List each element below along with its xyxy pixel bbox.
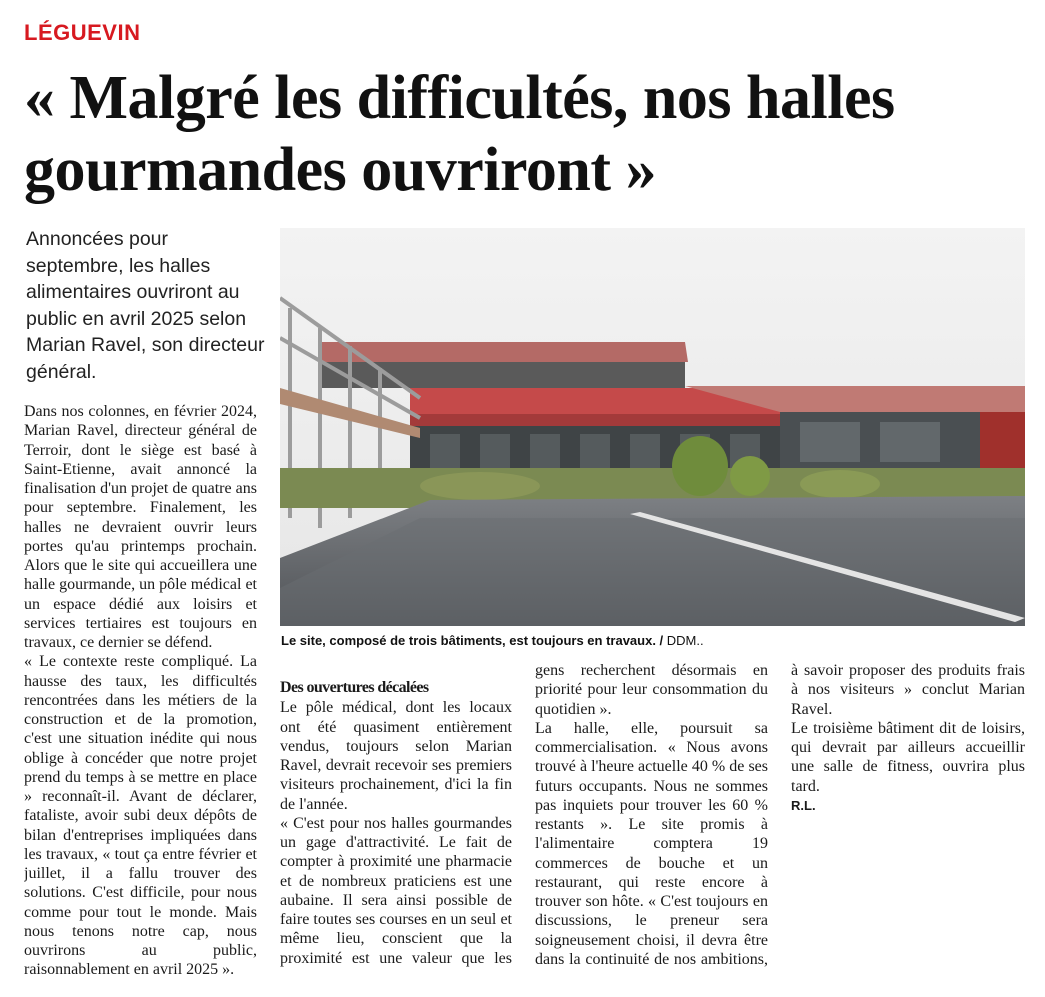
- article-paragraph: Dans nos colonnes, en février 2024, Marian Ravel, directeur général de Terroir, dont le siège est basé à Saint-Etienne, avait annoncé la finalisation d'un projet de quatre ans pour septembre. Finalement, les halles ne devraient ouvrir leurs portes qu'au printemps prochain. Alors que le site qui accueillera une halle gourmande, un pôle médical et un espace dédié aux loisirs et services tertiaires est toujours en travaux, ce dernier se défend.: [24, 403, 257, 651]
- article-paragraph: Le troisième bâtiment dit de loisirs, qui devrait par ailleurs accueillir une salle de fitness, ouvrira plus tard.: [791, 719, 1025, 795]
- construction-site-illustration: [280, 228, 1025, 626]
- article-paragraph: à savoir proposer des produits frais à nos visiteurs » conclut Marian Ravel.: [791, 662, 1025, 718]
- article-subhead: Des ouvertures décalées: [280, 679, 429, 696]
- article-paragraph: « Le contexte reste compliqué. La hausse des taux, les difficultés rencontrées dans les métiers de la construction et de la promotion, c'est une situation inédite qui nous oblige à concéder que notre projet prend du temps à se mettre en place » reconnaît-il. Avant de déclarer, fataliste, avoir subi deux dépôts de bilan d'entreprises impliquées dans les travaux, « tout ça entre février et juillet, il a fallu trouver des solutions. C'est difficile, pour nous comme pour tout le monde. Mais nous tenons notre cap, nous ouvrirons au public, raisonnablement en avril 2025 ».: [24, 653, 257, 979]
- section-kicker: LÉGUEVIN: [24, 20, 141, 45]
- photo-credit: DDM..: [666, 633, 704, 648]
- article-headline: « Malgré les difficultés, nos halles gourmandes ouvriront »: [24, 64, 895, 204]
- article-paragraph: « C'est pour nos halles gourmandes un gage d'attractivité. Le fait de compter à proximité une pharmacie et de nombreux praticiens est une aubaine. Il sera ainsi possible de faire toutes ses courses en un seul et même lieu, conscient que la proximité est une valeur que les: [280, 814, 512, 967]
- caption-text: Le site, composé de trois bâtiments, est toujours en travaux. /: [281, 633, 664, 648]
- author-signature: R.L.: [791, 797, 816, 813]
- article-lead: Annoncées pour septembre, les halles alimentaires ouvriront au public en avril 2025 selon Marian Ravel, son directeur général.: [26, 228, 265, 383]
- photo-caption: [281, 632, 1025, 650]
- article-column-1: [24, 402, 257, 982]
- article-column-3: [535, 661, 768, 983]
- article-photo: [280, 228, 1025, 626]
- article-paragraph: La halle, elle, poursuit sa commercialisation. « Nous avons trouvé à l'heure actuelle 40 % de ses futurs occupants. Nous ne sommes pas inquiets pour trouver les 60 % restants ». Le site promis à l'alimentaire comptera 19 commerces de bouche et un restaurant, qui reste encore à trouver son hôte. « C'est toujours en discussions, le preneur sera soigneusement choisi, il devra être dans la continuité de nos ambitions,: [535, 719, 768, 968]
- article-column-2: [280, 661, 512, 983]
- article-column-4: [791, 661, 1025, 983]
- article-paragraph: Le pôle médical, dont les locaux ont été quasiment entièrement vendus, toujours selon Marian Ravel, devrait recevoir ses premiers visiteurs prochainement, d'ici la fin de l'année.: [280, 699, 512, 813]
- article-paragraph: gens recherchent désormais en priorité pour leur consommation du quotidien ».: [535, 662, 768, 718]
